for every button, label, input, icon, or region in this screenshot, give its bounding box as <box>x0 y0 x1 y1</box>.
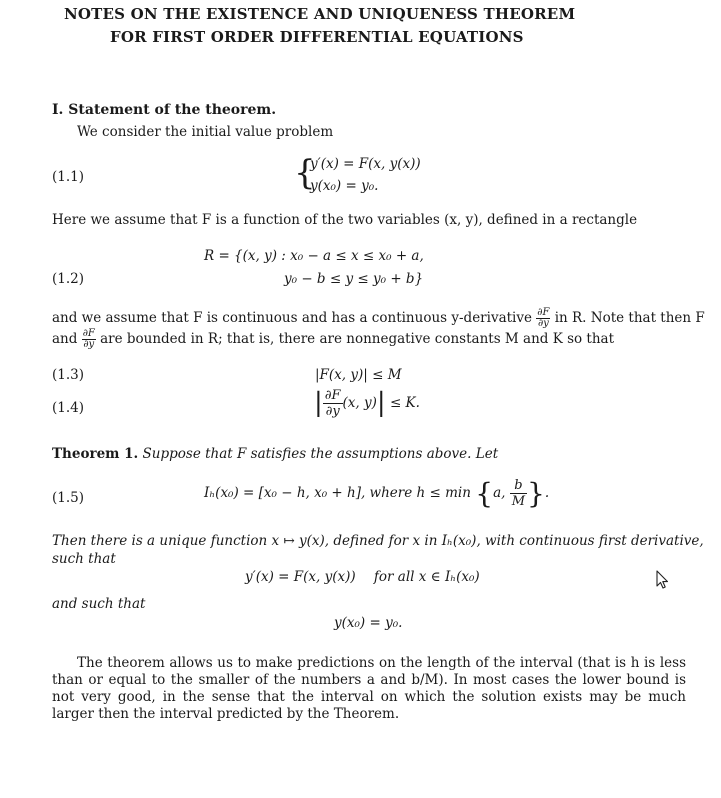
eq-1-4-args: (x, y) <box>342 395 377 411</box>
title-line-1: NOTES ON THE EXISTENCE AND UNIQUENESS THEOREM <box>64 5 576 23</box>
frac-den: ∂y <box>537 318 549 329</box>
eq-1-4-tail: ≤ K. <box>389 395 420 411</box>
eq-1-4-num: ∂F <box>324 388 341 403</box>
para-assume-line-2a: and <box>52 331 78 347</box>
closing-paragraph: The theorem allows us to make predictions on the length of the interval (that is h is less than or equal to the smaller of the numbers a and b/M). In most cases the lower bound is not very good, in the sense that the interval on which the solution exists may be much larger then the interval predicted by the Theorem. <box>52 655 686 722</box>
eq-1-4-expr <box>314 388 420 419</box>
intro-text: We consider the initial value problem <box>77 124 334 140</box>
eq-1-5-main: Iₕ(x₀) = [x₀ − h, x₀ + h], where h ≤ min <box>204 485 471 501</box>
eq-number-1-4: (1.4) <box>52 400 85 416</box>
eq-number-1-5: (1.5) <box>52 490 85 506</box>
and-such-that: and such that <box>52 596 146 612</box>
theorem-label: Theorem 1. <box>52 446 139 462</box>
set-brace-right: } <box>527 477 545 510</box>
eq-1-2-line-1: R = {(x, y) : x₀ − a ≤ x ≤ x₀ + a, <box>204 248 424 264</box>
eq-1-5-den: M <box>511 494 526 509</box>
eq-ode <box>245 569 480 586</box>
theorem-statement <box>52 446 498 463</box>
partial-fraction-inline-2 <box>82 329 96 350</box>
abs-bar-right: | <box>376 388 386 418</box>
b-over-m-fraction <box>510 478 527 509</box>
frac-num-2: ∂F <box>82 328 95 339</box>
eq-number-1-1: (1.1) <box>52 169 85 185</box>
eq-1-5-expr <box>204 478 549 509</box>
eq-1-1-line-1: y′(x) = F(x, y(x)) <box>310 156 421 172</box>
eq-1-1-line-2: y(x₀) = y₀. <box>310 178 379 194</box>
para-assume-line-2 <box>52 329 614 350</box>
eq-ode-left: y′(x) = F(x, y(x)) <box>245 569 356 585</box>
eq-initial-condition: y(x₀) = y₀. <box>334 615 403 631</box>
frac-num: ∂F <box>537 307 550 318</box>
eq-1-5-num: b <box>510 478 527 494</box>
then-line-2: such that <box>52 551 116 567</box>
eq-number-1-3: (1.3) <box>52 367 85 383</box>
eq-ode-right: for all x ∈ Iₕ(x₀) <box>373 569 480 585</box>
abs-bar-left: | <box>314 388 323 418</box>
then-line-1: Then there is a unique function x ↦ y(x), defined for x in Iₕ(x₀), with continuous first derivative, <box>52 533 704 549</box>
para-assume-line-2b: are bounded in R; that is, there are nonnegative constants M and K so that <box>100 331 615 347</box>
para-rectangle: Here we assume that F is a function of the two variables (x, y), defined in a rectangle <box>52 212 638 228</box>
eq-1-3-expr: |F(x, y)| ≤ M <box>315 367 402 383</box>
para-assume-line-1 <box>52 308 705 329</box>
partial-fraction-inline <box>536 308 550 329</box>
para-assume-line-1b: in R. Note that then F <box>554 310 705 326</box>
eq-1-5-a: a, <box>493 485 506 501</box>
para-assume-line-1a: and we assume that F is continuous and has a continuous y-derivative <box>52 310 532 326</box>
left-brace: { <box>294 153 316 193</box>
frac-den-2: ∂y <box>83 339 95 350</box>
partial-fraction-display <box>323 388 343 419</box>
set-brace-left: { <box>475 477 494 510</box>
mouse-pointer-icon <box>656 570 670 590</box>
section-heading: I. Statement of the theorem. <box>52 102 277 118</box>
theorem-text: Suppose that F satisfies the assumptions above. Let <box>142 446 499 462</box>
eq-1-5-tail: . <box>544 485 550 501</box>
eq-1-4-den: ∂y <box>325 404 340 419</box>
title-line-2: FOR FIRST ORDER DIFFERENTIAL EQUATIONS <box>110 28 524 46</box>
eq-1-2-line-2: y₀ − b ≤ y ≤ y₀ + b} <box>284 271 424 287</box>
eq-number-1-2: (1.2) <box>52 271 85 287</box>
